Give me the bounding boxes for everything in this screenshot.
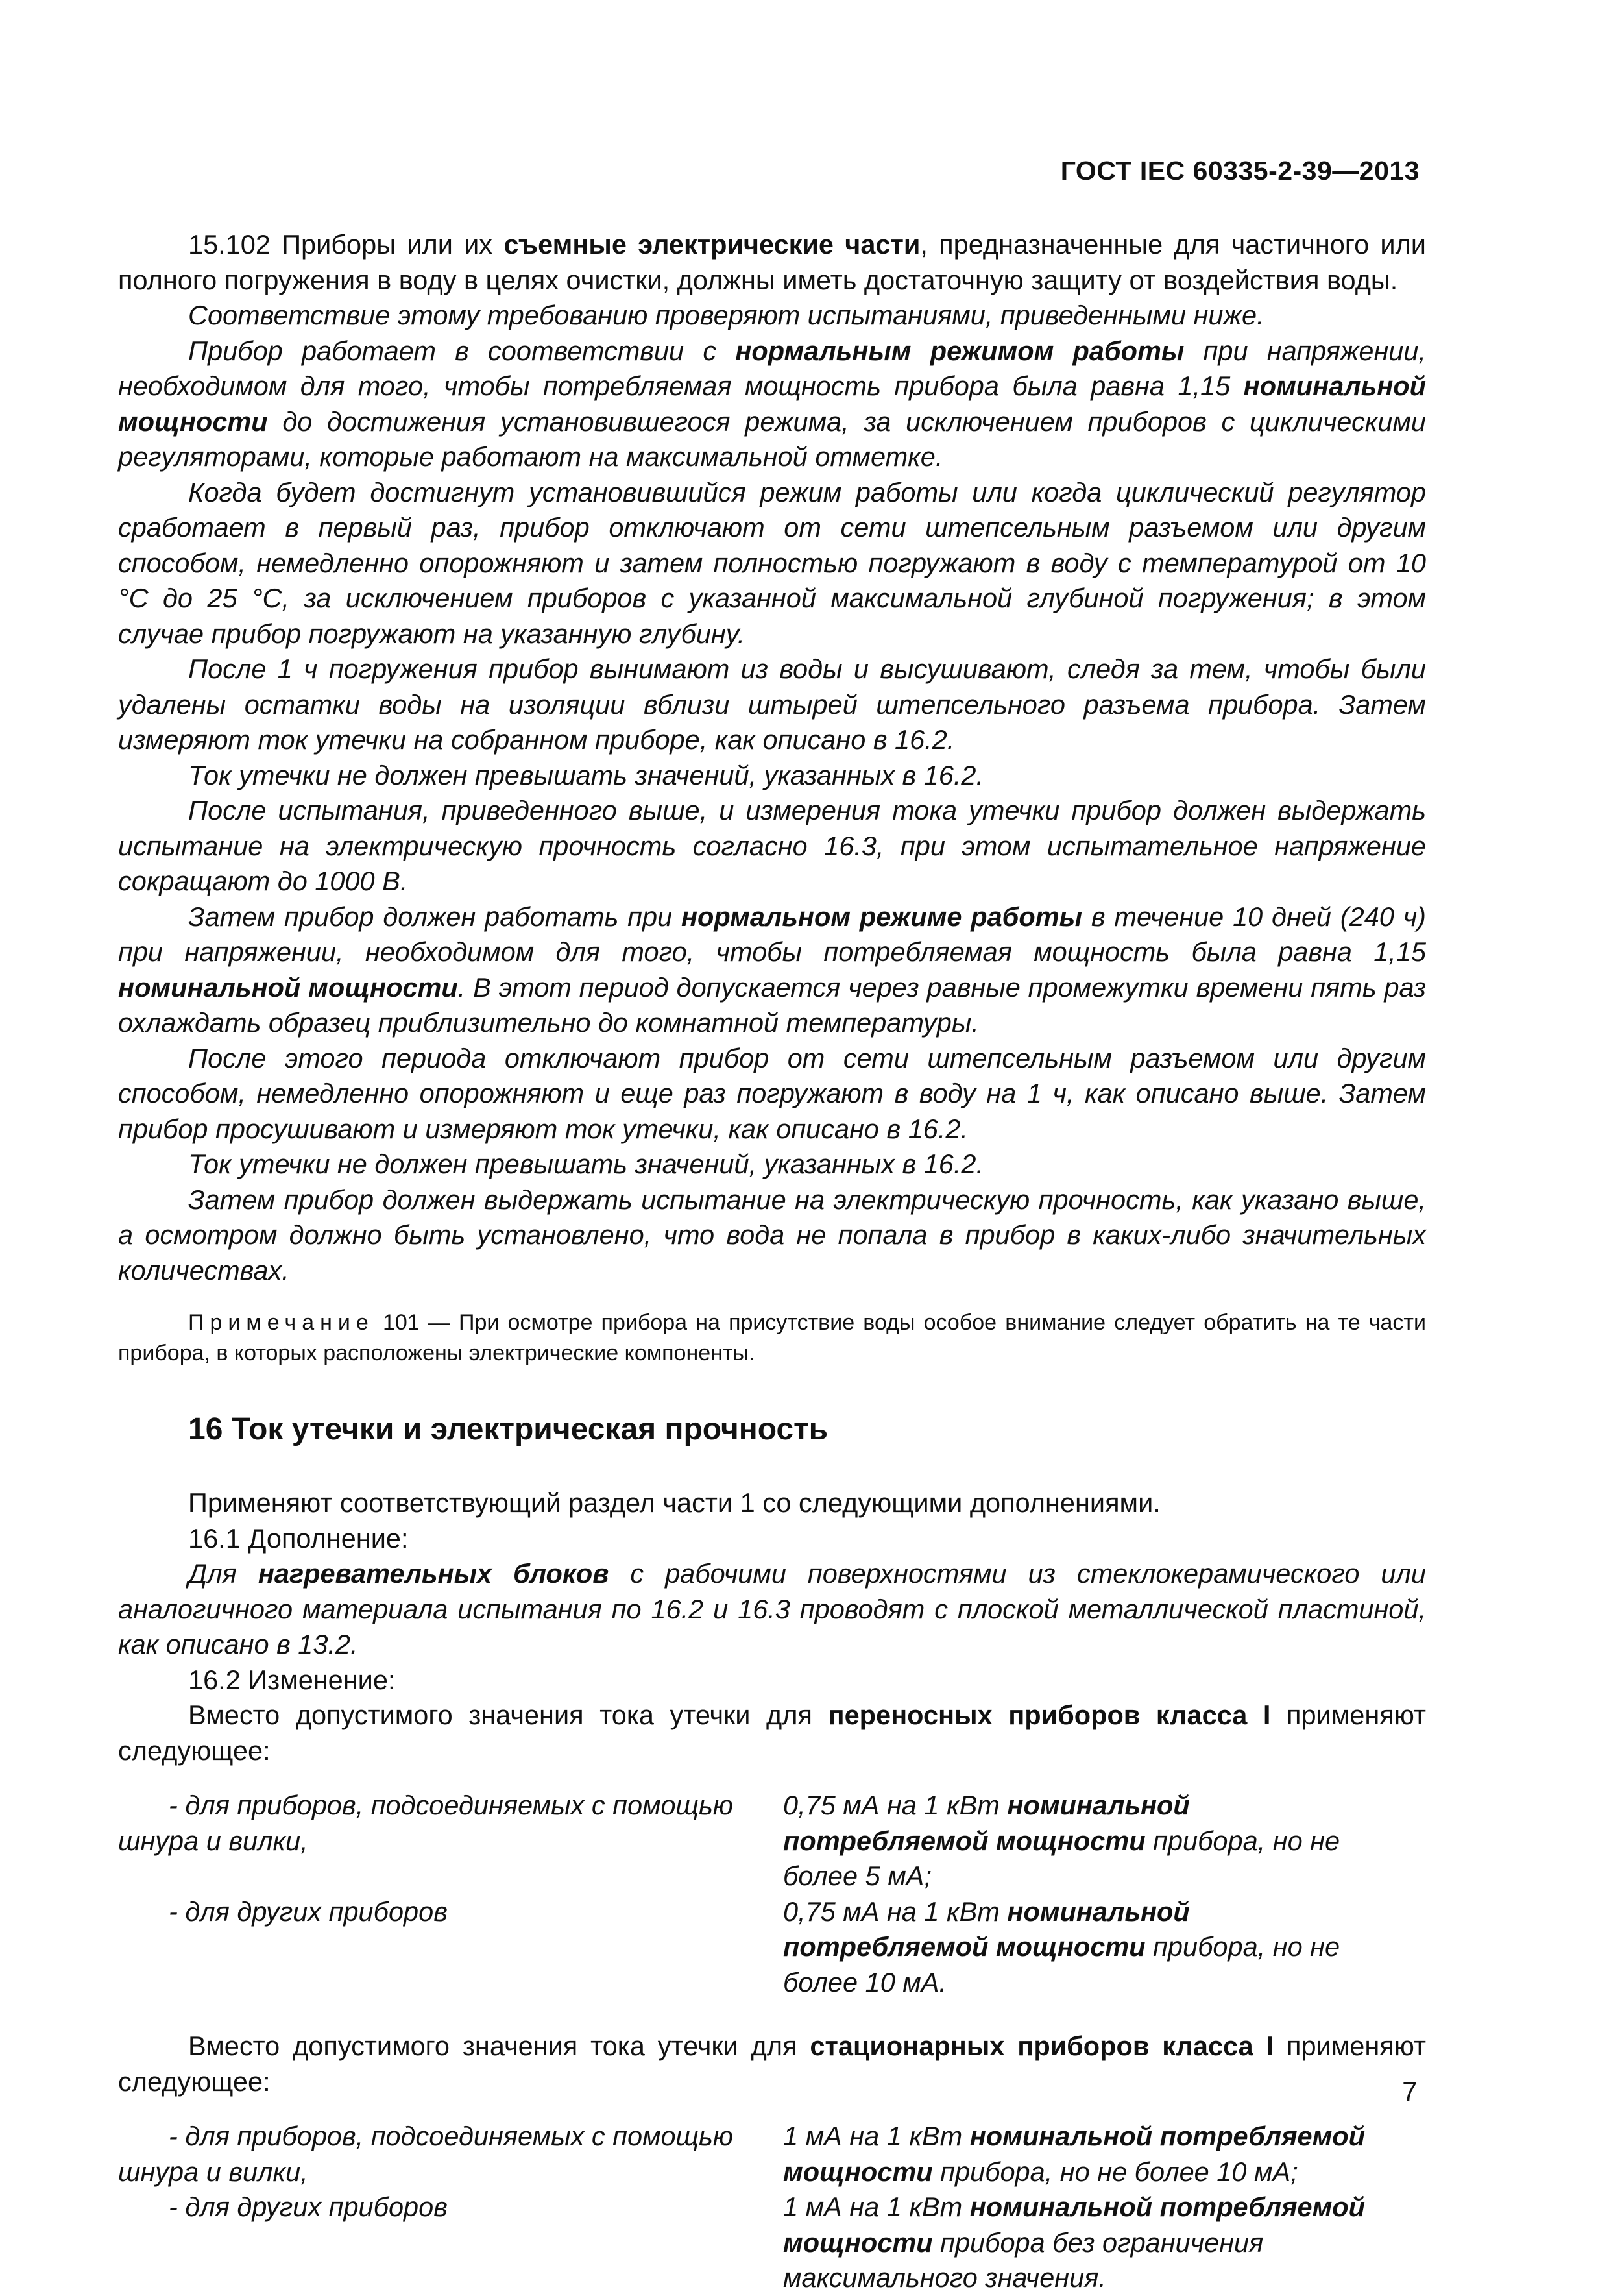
paragraph-stationary [118,2029,1426,2099]
portable-limits-list [118,1788,1426,2000]
list-item-condition: - для приборов, подсоединяемых с помощью шнура и вилки, [118,1790,733,1856]
term-bold: номинальной потребляемой мощности [783,1896,1190,1962]
paragraph-immersion: Когда будет достигнут установившийся режим работы или когда циклический регулятор сработает в первый раз, прибор отключают от сети штепсельным разъемом или другим способом, немедленно опорожняют и затем полностью погружают в воду с температурой от 10 °С до 25 °С, за исключением приборов с указанной максимальной глубиной погружения; в этом случае прибор погружают на указанную глубину. [118,476,1426,649]
text-run: прибора, но не более 10 мА; [932,2156,1298,2187]
term-bold: номинальной потребляемой мощности [783,2192,1366,2258]
text-run: Прибор работает в соответствии с [188,335,736,366]
paragraph-15-102 [118,227,1426,298]
text-run: 1 мА на 1 кВт [783,2121,970,2151]
text-run: , предназначенные для частичного или полного погружения в воду в целях очистки, должны иметь достаточную защиту от воздействия воды. [118,229,1426,295]
text-run: при напряжении, необходимом для того, чтобы потребляемая мощность прибора была равна 1,15 [118,335,1426,401]
text-run: 1 мА на 1 кВт [783,2192,970,2222]
list-item-value [783,1894,1367,2001]
text-run: прибора, но не более 10 мА. [783,1931,1340,1997]
paragraph-compliance: Соответствие этому требованию проверяют испытаниями, приведенными ниже. [188,300,1264,330]
text-run: прибора, но не более 5 мА; [783,1825,1340,1891]
list-item-value [783,2190,1367,2296]
stationary-limits-list [118,2119,1426,2296]
term-bold: нагревательных блоков [258,1558,609,1589]
paragraph-operation [118,334,1426,475]
paragraph-leakage-limit: Ток утечки не должен превышать значений, указанных в 16.2. [188,759,984,790]
section-heading-16: 16 Ток утечки и электрическая прочность [188,1412,829,1447]
list-item [118,2119,1426,2190]
text-run: применяют следующее: [118,1700,1426,1766]
text-run: Затем прибор должен работать при [188,901,681,932]
paragraph-leakage-limit-2: Ток утечки не должен превышать значений, указанных в 16.2. [188,1149,984,1179]
text-run: Вместо допустимого значения тока утечки для [188,1700,829,1730]
paragraph-16-2: 16.2 Изменение: [188,1664,396,1695]
note-label: Примечание [188,1310,374,1335]
paragraph-drying: После 1 ч погружения прибор вынимают из воды и высушивают, следя за тем, чтобы были удалены остатки воды на изоляции вблизи штырей штепсельного разъема прибора. Затем измеряют ток утечки на собранном приборе, как описано в 16.2. [118,653,1426,755]
text-run: в течение 10 дней (240 ч) при напряжении, необходимом для того, чтобы потребляемая мощность была равна 1,15 [118,901,1426,967]
term-bold: номинальной мощности [118,971,458,1003]
text-run: 0,75 мА на 1 кВт [783,1896,1008,1927]
text-run: до достижения установившегося режима, за исключением приборов с циклическими регуляторами, которые работают на максимальной отметке. [118,406,1426,472]
paragraph-apply: Применяют соответствующий раздел части 1 со следующими дополнениями. [188,1487,1161,1518]
term-bold: съемные электрические части [503,229,921,260]
text-run: применяют следующее: [118,2031,1426,2097]
paragraph-final-check: Затем прибор должен выдержать испытание на электрическую прочность, как указано выше, а осмотром должно быть установлено, что вода не попала в прибор в каких-либо значительных количествах. [118,1184,1426,1286]
list-item [118,1894,1426,2001]
document-header: ГОСТ IEC 60335-2-39—2013 [1060,156,1420,186]
text-run: . В этот период допускается через равные промежутки времени пять раз охлаждать образец приблизительно до комнатной температуры. [118,971,1426,1038]
note-text: 101 — При осмотре прибора на присутствие воды особое внимание следует обратить на те части прибора, в которых расположены электрические компоненты. [118,1310,1426,1365]
term-bold: нормальном режиме работы [681,901,1083,932]
note-101 [118,1308,1426,1369]
paragraph-electric-strength: После испытания, приведенного выше, и измерения тока утечки прибор должен выдержать испытание на электрическую прочность согласно 16.3, при этом испытательное напряжение сокращают до 1000 В. [118,795,1426,896]
page-content [118,227,1426,2296]
text-run: с рабочими поверхностями из стеклокерамического или аналогичного материала испытания по 16.2 и 16.3 проводят с плоской металлической пластиной, как описано в 13.2. [118,1558,1426,1659]
list-item-value [783,2119,1367,2190]
paragraph-16-1: 16.1 Дополнение: [188,1522,409,1554]
term-bold: переносных приборов класса I [828,1700,1271,1730]
text-run: Для [188,1558,258,1589]
list-item-condition: - для приборов, подсоединяемых с помощью шнура и вилки, [118,2121,733,2187]
list-item-condition: - для других приборов [169,2192,448,2222]
term-bold: нормальным режимом работы [735,335,1185,366]
list-item-condition: - для других приборов [169,1896,448,1927]
paragraph-portable [118,1698,1426,1768]
text-run: 15.102 Приборы или их [188,229,504,260]
list-item-value [783,1788,1367,1894]
paragraph-ten-days [118,899,1426,1041]
text-run: 0,75 мА на 1 кВт [783,1790,1008,1820]
page-number: 7 [1402,2077,1417,2107]
term-bold: номинальной мощности [118,371,1426,437]
paragraph-repeat-immersion: После этого периода отключают прибор от сети штепсельным разъемом или другим способом, немедленно опорожняют и еще раз погружают в воду на 1 ч, как описано выше. Затем прибор просушивают и измеряют ток утечки, как описано в 16.2. [118,1042,1426,1144]
list-item [118,2190,1426,2296]
list-item [118,1788,1426,1894]
term-bold: номинальной потребляемой мощности [783,1790,1190,1856]
text-run: прибора без ограничения максимального значения. [783,2227,1264,2293]
paragraph-heating-units [118,1556,1426,1663]
term-bold: стационарных приборов класса I [810,2031,1274,2061]
text-run: Вместо допустимого значения тока утечки для [188,2031,810,2061]
term-bold: номинальной потребляемой мощности [783,2121,1366,2187]
